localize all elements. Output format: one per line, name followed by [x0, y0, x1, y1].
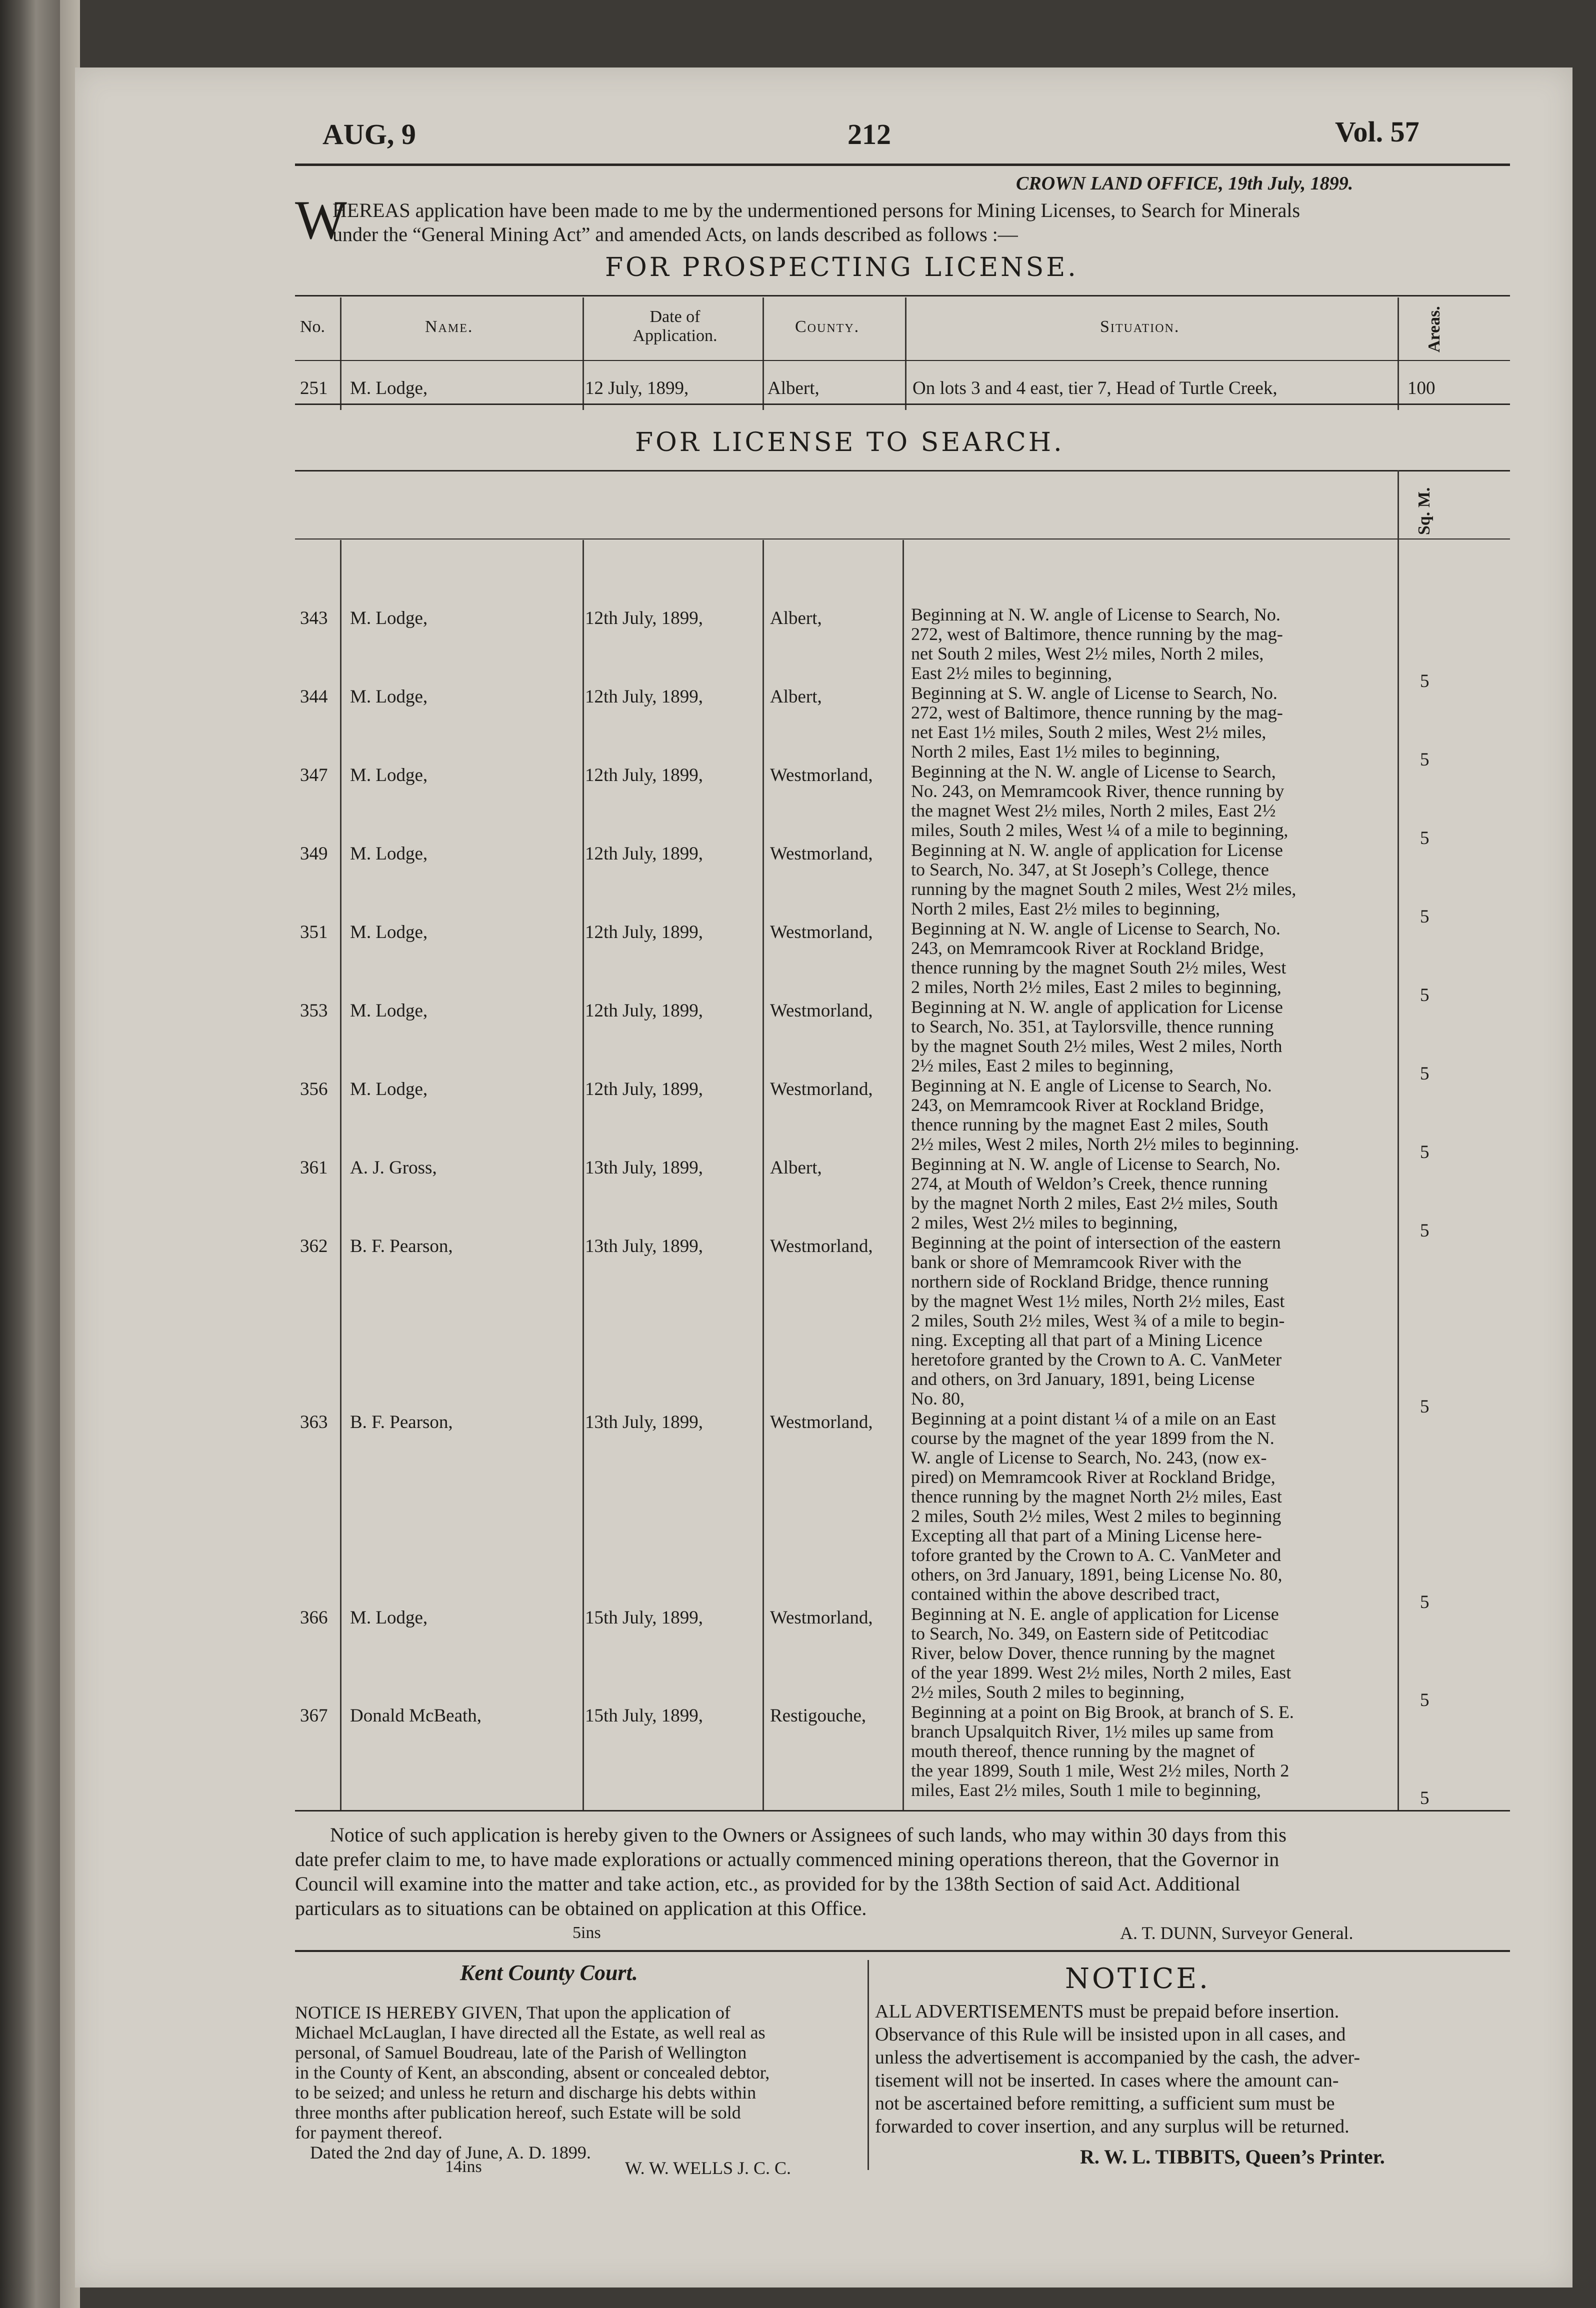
row-situation [911, 605, 1394, 683]
situation-line: course by the magnet of the year 1899 from the N. [911, 1428, 1274, 1448]
situation-line: by the magnet South 2½ miles, West 2 miles, North [911, 1036, 1282, 1056]
row-name: M. Lodge, [350, 844, 428, 864]
row-name: B. F. Pearson, [350, 1236, 453, 1256]
row-date: 12th July, 1899, [585, 1079, 704, 1100]
row-county: Albert, [770, 608, 822, 628]
notice-line-3: Council will examine into the matter and take action, etc., as provided for by the 138th Section of said Act. Additional [295, 1872, 1240, 1895]
row-date: 12th July, 1899, [585, 608, 704, 628]
printer-signature: R. W. L. TIBBITS, Queen’s Printer. [1080, 2146, 1385, 2168]
prospecting-date: 12 July, 1899, [585, 378, 689, 398]
row-county: Westmorland, [770, 1608, 873, 1628]
row-no: 344 [300, 686, 328, 707]
prospecting-name: M. Lodge, [350, 378, 428, 398]
kent-title: Kent County Court. [460, 1960, 638, 1985]
situation-line: Beginning at N. E. angle of application for License [911, 1604, 1279, 1624]
situation-line: others, on 3rd January, 1891, being License No. 80, [911, 1564, 1282, 1584]
col-date [615, 308, 735, 346]
situation-line: Beginning at the point of intersection of the eastern [911, 1232, 1281, 1252]
situation-line: thence running by the magnet East 2 miles, South [911, 1114, 1268, 1134]
row-no: 363 [300, 1412, 328, 1432]
row-situation [911, 1233, 1394, 1408]
col-sq-m: Sq. M. [1415, 487, 1434, 535]
notice-line-1: Notice of such application is hereby given to the Owners or Assignees of such lands, who may within 30 days from this [330, 1824, 1286, 1846]
row-county: Westmorland, [770, 1236, 873, 1256]
row-date: 12th July, 1899, [585, 844, 704, 864]
col-situation: Situation. [1100, 318, 1180, 336]
prospecting-title: FOR PROSPECTING LICENSE. [605, 252, 1078, 282]
kent-line: three months after publication hereof, such Estate will be sold [295, 2102, 741, 2122]
row-county: Westmorland, [770, 922, 873, 942]
situation-line: northern side of Rockland Bridge, thence running [911, 1272, 1268, 1292]
row-sq-m: 5 [1420, 985, 1430, 1006]
row-date: 15th July, 1899, [585, 1608, 704, 1628]
row-date: 12th July, 1899, [585, 1000, 704, 1021]
situation-line: net South 2 miles, West 2½ miles, North 2 miles, [911, 644, 1264, 664]
situation-line: 2½ miles, South 2 miles to beginning, [911, 1682, 1184, 1702]
kent-dated: Dated the 2nd day of June, A. D. 1899. [310, 2142, 591, 2162]
row-no: 362 [300, 1236, 328, 1256]
notice-line-2: date prefer claim to me, to have made explorations or actually commenced mining operations thereon, that the Governor in [295, 1848, 1280, 1870]
row-sq-m: 5 [1420, 750, 1430, 770]
situation-line: 2½ miles, West 2 miles, North 2½ miles to beginning. [911, 1134, 1300, 1154]
situation-line: pired) on Memramcook River at Rockland Bridge, [911, 1467, 1276, 1487]
situation-line: branch Upsalquitch River, 1½ miles up same from [911, 1722, 1274, 1742]
row-name: Donald McBeath, [350, 1706, 482, 1726]
page-number: 212 [848, 118, 891, 150]
situation-line: thence running by the magnet South 2½ miles, West [911, 958, 1286, 978]
situation-line: Excepting all that part of a Mining License here- [911, 1526, 1262, 1546]
situation-line: the year 1899, South 1 mile, West 2½ miles, North 2 [911, 1760, 1290, 1780]
situation-line: Beginning at N. W. angle of License to Search, No. [911, 604, 1280, 624]
situation-line: miles, East 2½ miles, South 1 mile to beginning, [911, 1780, 1261, 1800]
situation-line: the magnet West 2½ miles, North 2 miles, East 2½ [911, 800, 1276, 820]
situation-line: by the magnet West 1½ miles, North 2½ miles, East [911, 1291, 1285, 1311]
row-name: M. Lodge, [350, 1608, 428, 1628]
situation-line: ning. Excepting all that part of a Mining Licence [911, 1330, 1262, 1350]
situation-line: to Search, No. 351, at Taylorsville, thence running [911, 1016, 1274, 1036]
prospecting-no: 251 [300, 378, 328, 398]
situation-line: Beginning at S. W. angle of License to Search, No. [911, 683, 1278, 703]
ads-line: tisement will not be inserted. In cases where the amount can- [875, 2070, 1339, 2091]
row-county: Westmorland, [770, 1000, 873, 1021]
row-no: 356 [300, 1079, 328, 1100]
situation-line: Beginning at N. W. angle of License to Search, No. [911, 918, 1280, 938]
row-date: 13th July, 1899, [585, 1158, 704, 1178]
row-name: M. Lodge, [350, 922, 428, 942]
volume-label: Vol. 57 [1335, 116, 1420, 148]
row-name: M. Lodge, [350, 1000, 428, 1021]
situation-line: 2 miles, South 2½ miles, West ¾ of a mile to begin- [911, 1310, 1285, 1330]
office-line: CROWN LAND OFFICE, 19th July, 1899. [1016, 173, 1354, 194]
situation-line: bank or shore of Memramcook River with the [911, 1252, 1242, 1272]
drop-cap: W [295, 190, 347, 250]
ads-line: Observance of this Rule will be insisted upon in all cases, and [875, 2024, 1346, 2045]
row-date: 13th July, 1899, [585, 1236, 704, 1256]
kent-line: for payment thereof. [295, 2122, 442, 2142]
col-name: Name. [425, 318, 474, 336]
prospecting-area: 100 [1408, 378, 1436, 398]
row-no: 361 [300, 1158, 328, 1178]
situation-line: No. 243, on Memramcook River, thence running by [911, 781, 1284, 801]
situation-line: Beginning at a point distant ¼ of a mile on an East [911, 1408, 1276, 1428]
situation-line: Beginning at the N. W. angle of License to Search, [911, 762, 1276, 782]
row-situation [911, 1409, 1394, 1604]
kent-notice [295, 2002, 920, 2162]
col-county: County. [795, 318, 860, 336]
kent-ins: 14ins [445, 2158, 482, 2176]
prospecting-situation: On lots 3 and 4 east, tier 7, Head of Turtle Creek, [912, 378, 1278, 398]
row-date: 15th July, 1899, [585, 1706, 704, 1726]
row-situation [911, 1702, 1394, 1800]
row-county: Westmorland, [770, 844, 873, 864]
col-no: No. [300, 318, 326, 336]
ads-notice-body [875, 2000, 1515, 2138]
row-situation [911, 1154, 1394, 1232]
ads-line: unless the advertisement is accompanied by the cash, the adver- [875, 2047, 1360, 2068]
situation-line: by the magnet North 2 miles, East 2½ miles, South [911, 1193, 1278, 1213]
situation-line: thence running by the magnet North 2½ miles, East [911, 1486, 1282, 1506]
kent-line: in the County of Kent, an absconding, absent or concealed debtor, [295, 2062, 770, 2082]
situation-line: running by the magnet South 2 miles, West 2½ miles, [911, 879, 1296, 899]
col-date-line-2: Application. [632, 326, 718, 345]
situation-line: 274, at Mouth of Weldon’s Creek, thence running [911, 1174, 1268, 1194]
situation-line: to Search, No. 349, on Eastern side of Petitcodiac [911, 1624, 1268, 1644]
row-date: 12th July, 1899, [585, 922, 704, 942]
row-name: B. F. Pearson, [350, 1412, 453, 1432]
situation-line: 272, west of Baltimore, thence running by the mag- [911, 702, 1283, 722]
row-situation [911, 1604, 1394, 1702]
situation-line: contained within the above described tract, [911, 1584, 1220, 1604]
situation-line: North 2 miles, East 2½ miles to beginning, [911, 898, 1220, 918]
situation-line: of the year 1899. West 2½ miles, North 2 miles, East [911, 1662, 1292, 1682]
situation-line: 243, on Memramcook River at Rockland Bridge, [911, 938, 1264, 958]
surveyor-signature: A. T. DUNN, Surveyor General. [1120, 1923, 1354, 1943]
situation-line: tofore granted by the Crown to A. C. VanMeter and [911, 1545, 1282, 1565]
situation-line: and others, on 3rd January, 1891, being License [911, 1369, 1255, 1389]
row-county: Westmorland, [770, 1412, 873, 1432]
situation-line: 2 miles, North 2½ miles, East 2 miles to beginning, [911, 977, 1282, 997]
row-sq-m: 5 [1420, 828, 1430, 848]
column-divider [868, 1960, 869, 2170]
situation-line: North 2 miles, East 1½ miles to beginning, [911, 742, 1220, 762]
row-no: 351 [300, 922, 328, 942]
situation-line: net East 1½ miles, South 2 miles, West 2½ miles, [911, 722, 1266, 742]
row-sq-m: 5 [1420, 1788, 1430, 1808]
search-title: FOR LICENSE TO SEARCH. [635, 428, 1064, 458]
prospecting-top-rule [295, 295, 1510, 296]
ads-notice-title: NOTICE. [1065, 1962, 1210, 1995]
row-sq-m: 5 [1420, 1690, 1430, 1710]
row-sq-m: 5 [1420, 1396, 1430, 1417]
situation-line: 243, on Memramcook River at Rockland Bridge, [911, 1095, 1264, 1115]
col-date-line-1: Date of [650, 308, 700, 326]
row-sq-m: 5 [1420, 1220, 1430, 1241]
intro-line-2: under the “General Mining Act” and amended Acts, on lands described as follows :— [332, 223, 1018, 246]
kent-line: to be seized; and unless he return and discharge his debts within [295, 2082, 756, 2102]
situation-line: Beginning at N. W. angle of application for License [911, 840, 1283, 860]
row-no: 349 [300, 844, 328, 864]
situation-line: River, below Dover, thence running by the magnet [911, 1643, 1275, 1663]
situation-line: East 2½ miles to beginning, [911, 663, 1112, 683]
kent-line: personal, of Samuel Boudreau, late of the Parish of Wellington [295, 2042, 747, 2062]
ads-line: not be ascertained before remitting, a sufficient sum must be [875, 2093, 1335, 2114]
situation-line: Beginning at N. W. angle of application for License [911, 997, 1283, 1017]
row-sq-m: 5 [1420, 1142, 1430, 1162]
row-no: 353 [300, 1000, 328, 1021]
situation-line: heretofore granted by the Crown to A. C. VanMeter [911, 1350, 1282, 1370]
row-situation [911, 684, 1394, 762]
situation-line: 2 miles, West 2½ miles to beginning, [911, 1212, 1178, 1232]
situation-line: 2 miles, South 2½ miles, West 2 miles to beginning [911, 1506, 1282, 1526]
row-sq-m: 5 [1420, 906, 1430, 927]
row-sq-m: 5 [1420, 671, 1430, 692]
situation-line: 2½ miles, East 2 miles to beginning, [911, 1056, 1174, 1076]
row-name: M. Lodge, [350, 765, 428, 786]
header-date: AUG, 9 [322, 118, 416, 150]
row-date: 13th July, 1899, [585, 1412, 704, 1432]
ads-line: ALL ADVERTISEMENTS must be prepaid before insertion. [875, 2001, 1340, 2022]
situation-line: Beginning at N. W. angle of License to Search, No. [911, 1154, 1280, 1174]
situation-line: 272, west of Baltimore, thence running by the mag- [911, 624, 1283, 644]
header-rule [295, 164, 1510, 166]
row-county: Albert, [770, 686, 822, 707]
application-notice [295, 1822, 1510, 1920]
kent-signature: W. W. WELLS J. C. C. [625, 2158, 792, 2178]
kent-line: NOTICE IS HEREBY GIVEN, That upon the application of [295, 2002, 730, 2022]
row-situation [911, 998, 1394, 1076]
row-situation [911, 1076, 1394, 1154]
situation-line: W. angle of License to Search, No. 243, (now ex- [911, 1448, 1267, 1468]
row-no: 367 [300, 1706, 328, 1726]
notice-line-4: particulars as to situations can be obtained on application at this Office. [295, 1897, 867, 1920]
row-name: M. Lodge, [350, 608, 428, 628]
situation-line: mouth thereof, thence running by the magnet of [911, 1741, 1255, 1761]
situation-line: to Search, No. 347, at St Joseph’s College, thence [911, 860, 1269, 880]
row-sq-m: 5 [1420, 1592, 1430, 1612]
row-county: Albert, [770, 1158, 822, 1178]
row-name: A. J. Gross, [350, 1158, 437, 1178]
row-date: 12th July, 1899, [585, 686, 704, 707]
row-sq-m: 5 [1420, 1064, 1430, 1084]
row-name: M. Lodge, [350, 686, 428, 707]
gazette-page [75, 68, 1572, 2288]
situation-line: miles, South 2 miles, West ¼ of a mile to beginning, [911, 820, 1288, 840]
row-county: Restigouche, [770, 1706, 866, 1726]
row-county: Westmorland, [770, 1079, 873, 1100]
notice-ins: 5ins [572, 1924, 601, 1942]
row-situation [911, 840, 1394, 918]
col-areas: Areas. [1425, 306, 1444, 352]
search-bottom-rule [295, 1810, 1510, 1812]
prospecting-county: Albert, [768, 378, 820, 398]
situation-line: No. 80, [911, 1388, 964, 1408]
intro-line-1: HEREAS application have been made to me by the undermentioned persons for Mining Licenses, to Search for Minerals [332, 199, 1300, 222]
row-situation [911, 919, 1394, 997]
book-binding [0, 0, 60, 2308]
row-situation [911, 762, 1394, 840]
row-no: 347 [300, 765, 328, 786]
search-top-rule [295, 470, 1510, 472]
row-no: 366 [300, 1608, 328, 1628]
ads-line: forwarded to cover insertion, and any surplus will be returned. [875, 2116, 1350, 2137]
kent-line: Michael McLauglan, I have directed all the Estate, as well real as [295, 2022, 766, 2042]
situation-line: Beginning at a point on Big Brook, at branch of S. E. [911, 1702, 1294, 1722]
row-county: Westmorland, [770, 765, 873, 786]
row-name: M. Lodge, [350, 1079, 428, 1100]
row-no: 343 [300, 608, 328, 628]
row-date: 12th July, 1899, [585, 765, 704, 786]
situation-line: Beginning at N. E angle of License to Search, No. [911, 1076, 1272, 1096]
